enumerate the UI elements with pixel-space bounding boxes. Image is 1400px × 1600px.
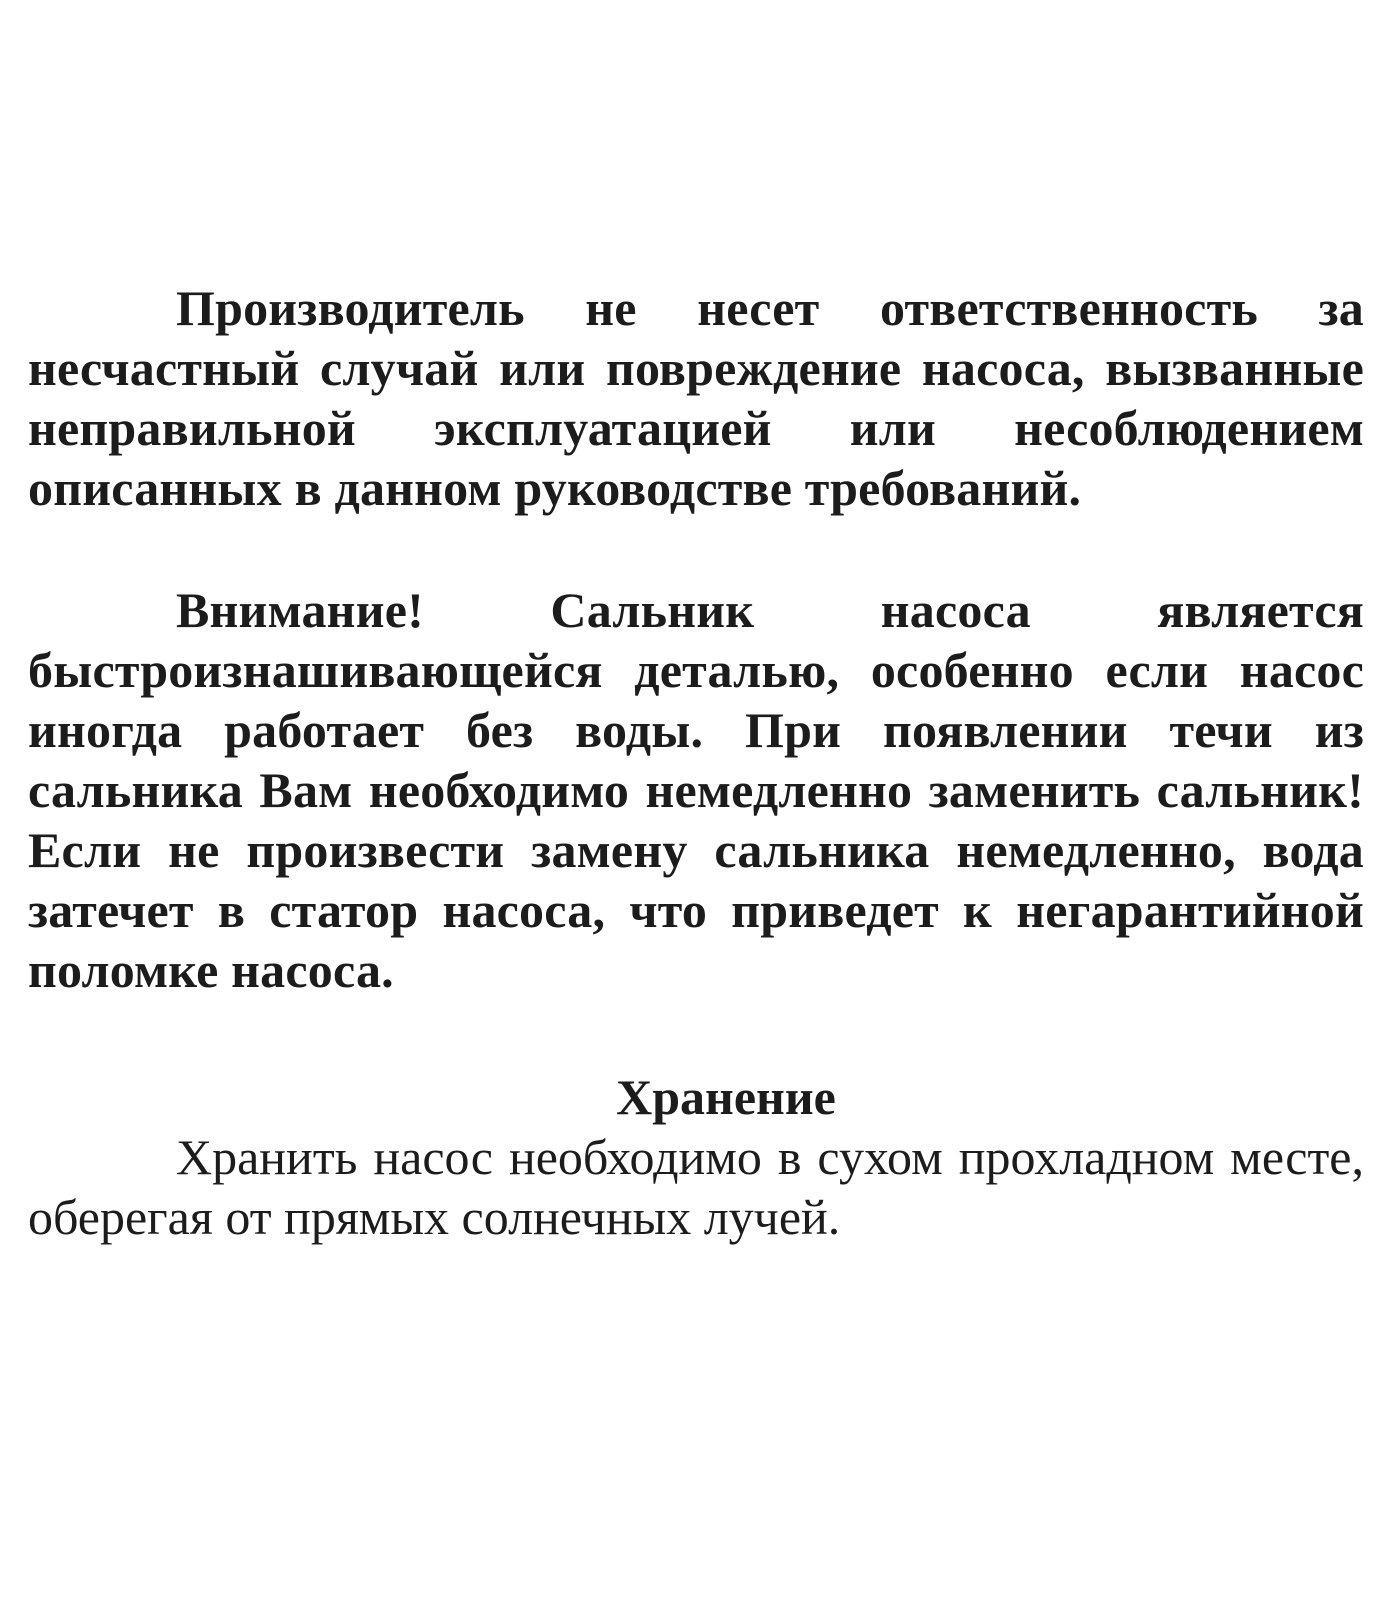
storage-heading: Хранение bbox=[616, 1069, 836, 1125]
storage-paragraph: Хранить насос необходимо в сухом прохладном месте, оберегая от прямых солнечных лучей. bbox=[28, 1129, 1364, 1245]
warning-paragraph: Внимание! Сальник насоса является быстроизнашивающейся деталью, особенно если насос иногда работает без воды. При появлении течи из сальника Вам необходимо немедленно заменить сальник! Если не произвести замену сальника немедленно, вода затечет в статор насоса, что приведет к негарантийной поломке насоса. bbox=[28, 582, 1364, 998]
document-page bbox=[28, 278, 1364, 1247]
disclaimer-paragraph: Производитель не несет ответственность за несчастный случай или повреждение насоса, вызванные неправильной эксплуатацией или несоблюдением описанных в данном руководстве требований. bbox=[28, 280, 1364, 516]
